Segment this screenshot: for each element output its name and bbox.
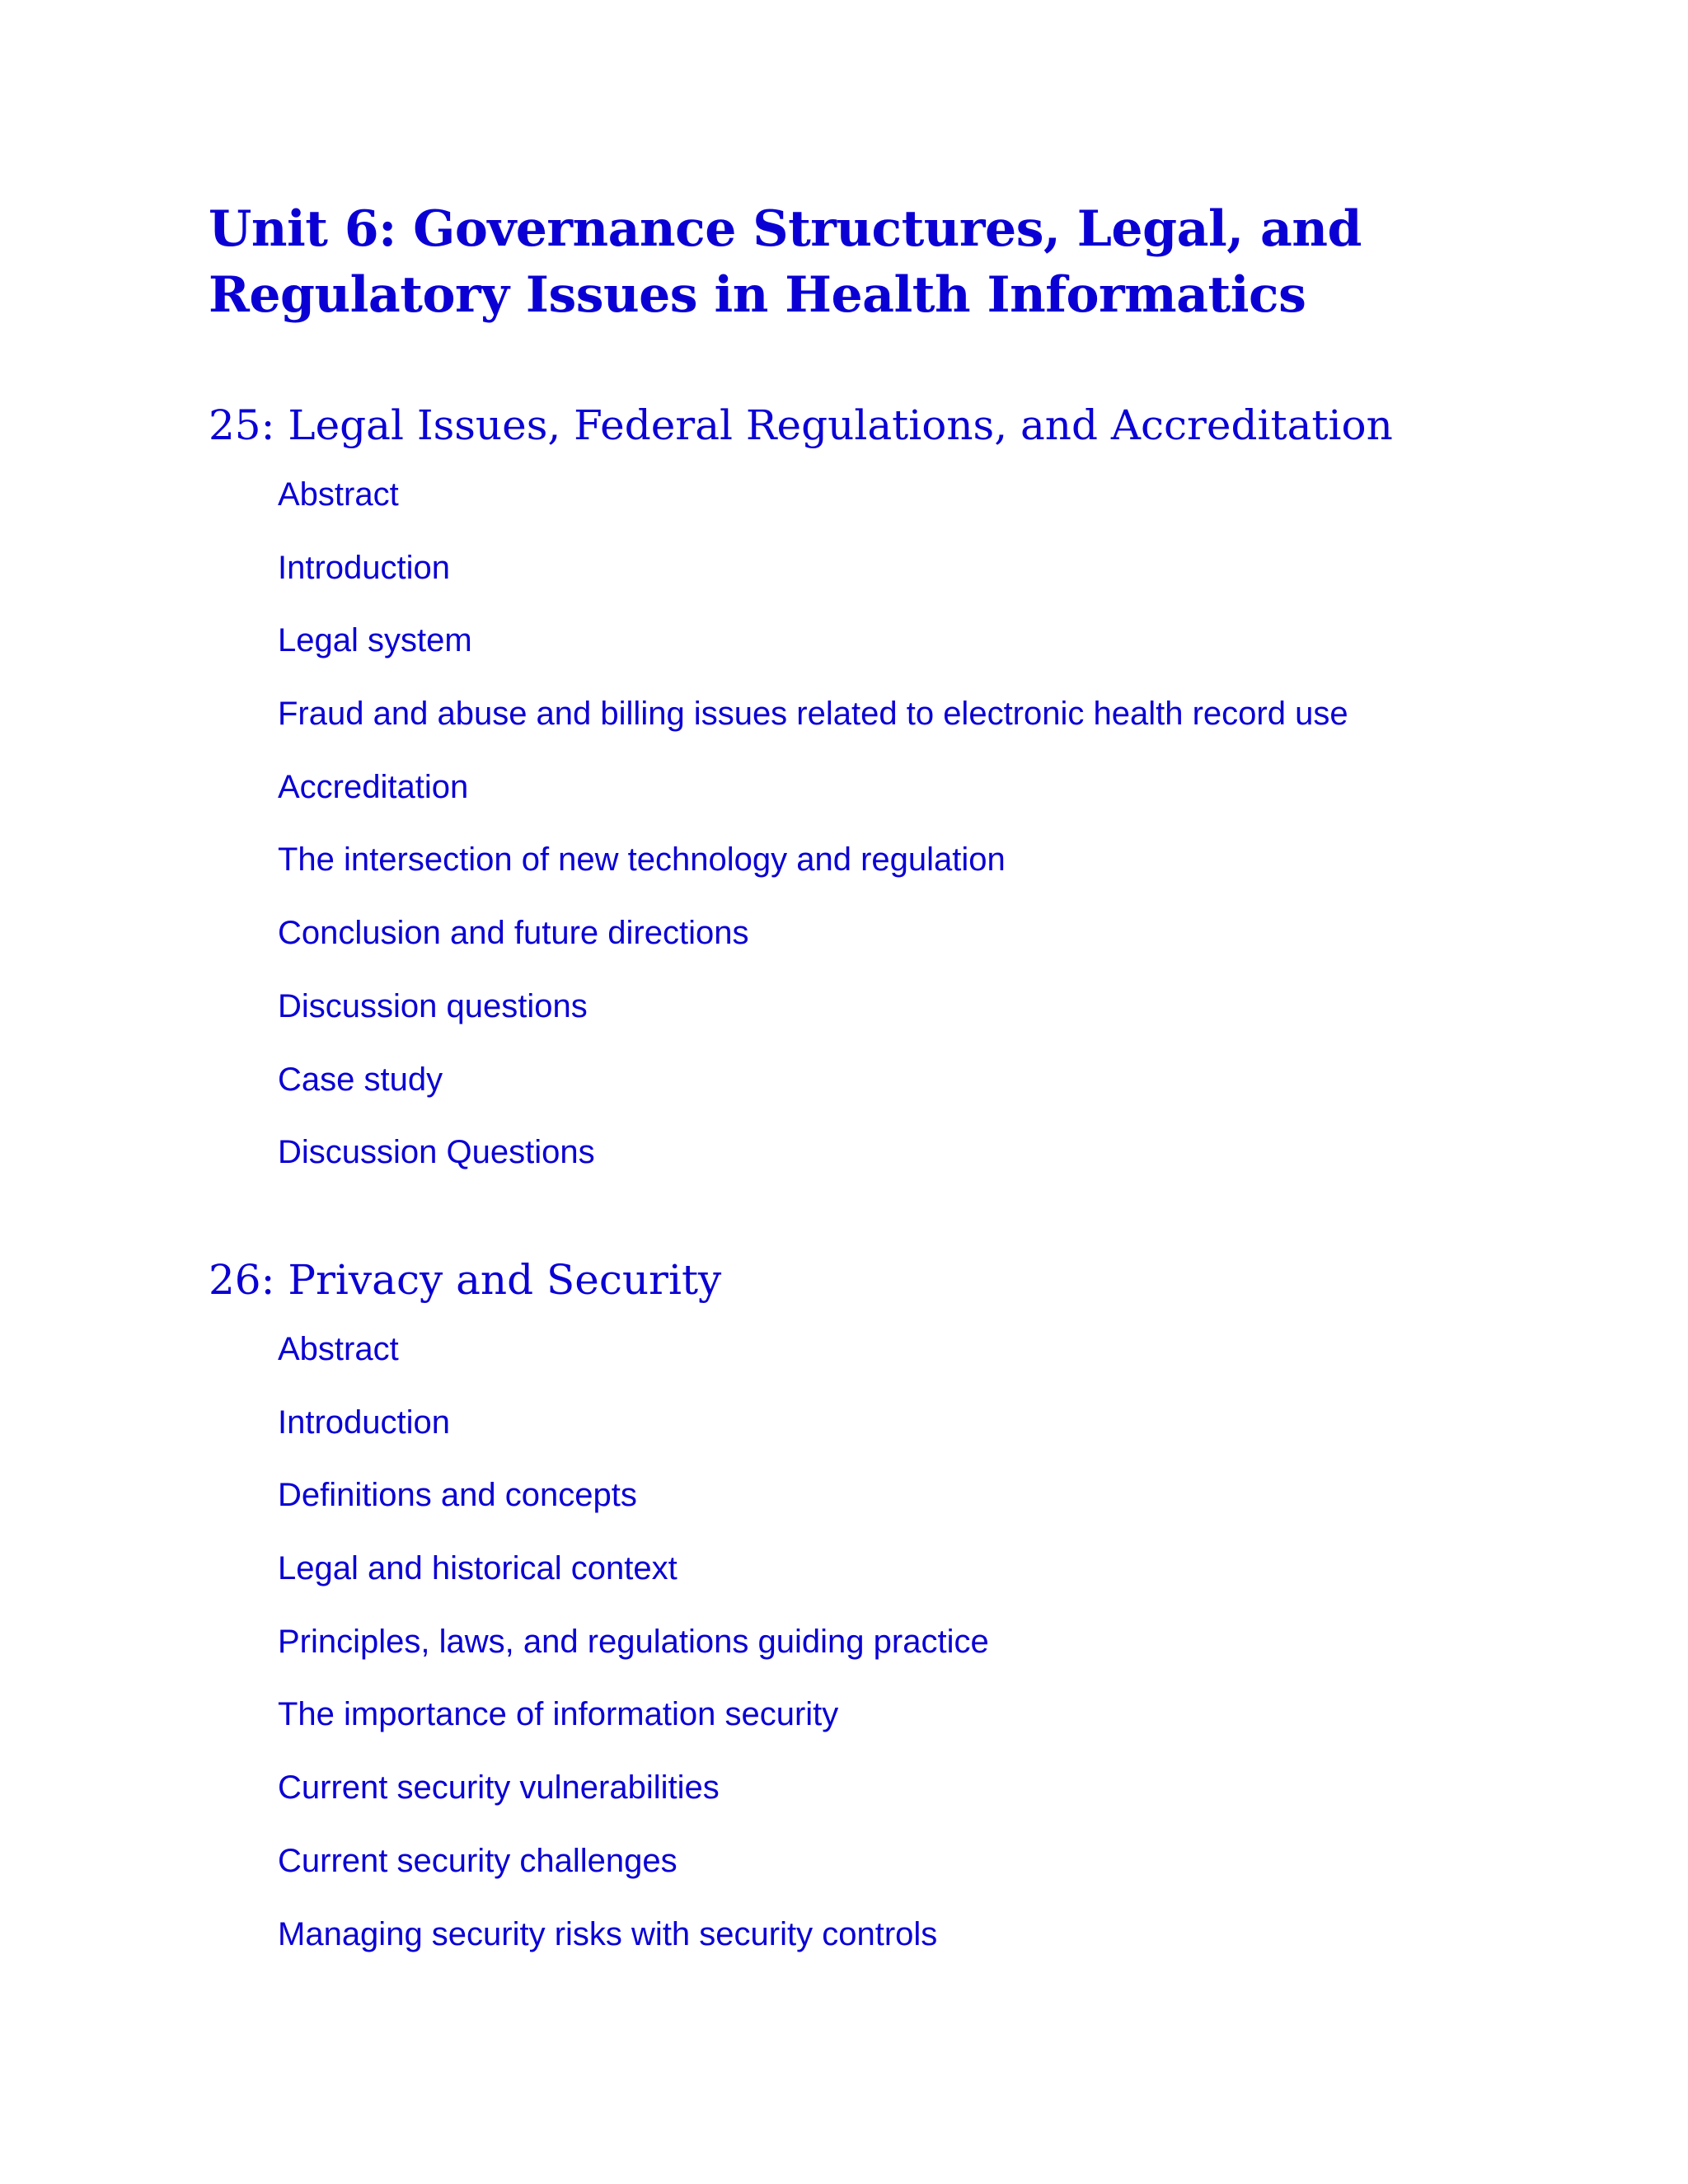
section-link-vulnerabilities[interactable]: Current security vulnerabilities: [278, 1769, 720, 1807]
section-link-importance[interactable]: The importance of information security: [278, 1696, 839, 1733]
section-link-abstract[interactable]: Abstract: [278, 476, 399, 513]
section-link-challenges[interactable]: Current security challenges: [278, 1842, 678, 1879]
section-link-accreditation[interactable]: Accreditation: [278, 768, 469, 805]
section-link-managing-risks[interactable]: Managing security risks with security controls: [278, 1915, 938, 1952]
section-link-discussion-questions-2[interactable]: Discussion Questions: [278, 1134, 595, 1171]
chapter-25: [209, 392, 1610, 1189]
section-link-discussion-questions[interactable]: Discussion questions: [278, 987, 588, 1024]
chapter-26: [209, 1247, 1610, 1971]
section-link-introduction[interactable]: Introduction: [278, 1404, 451, 1441]
section-link-legal-system[interactable]: Legal system: [278, 622, 472, 659]
section-list: [209, 458, 1610, 1189]
section-link-definitions[interactable]: Definitions and concepts: [278, 1477, 637, 1514]
section-link-legal-context[interactable]: Legal and historical context: [278, 1550, 678, 1587]
unit-title: Unit 6: Governance Structures, Legal, and Regulatory Issues in Health Informatics: [209, 200, 1362, 324]
section-link-principles[interactable]: Principles, laws, and regulations guiding practice: [278, 1623, 989, 1660]
section-link-fraud-and-abuse[interactable]: Fraud and abuse and billing issues related to electronic health record use: [278, 696, 1348, 733]
section-link-abstract[interactable]: Abstract: [278, 1331, 399, 1367]
chapter-title[interactable]: 25: Legal Issues, Federal Regulations, and Accreditation: [209, 401, 1393, 449]
chapter-title[interactable]: 26: Privacy and Security: [209, 1256, 722, 1304]
section-link-intersection[interactable]: The intersection of new technology and regulation: [278, 841, 1006, 879]
section-link-case-study[interactable]: Case study: [278, 1061, 443, 1098]
section-link-conclusion[interactable]: Conclusion and future directions: [278, 915, 749, 952]
section-list: [209, 1313, 1610, 1971]
section-link-introduction[interactable]: Introduction: [278, 549, 451, 586]
